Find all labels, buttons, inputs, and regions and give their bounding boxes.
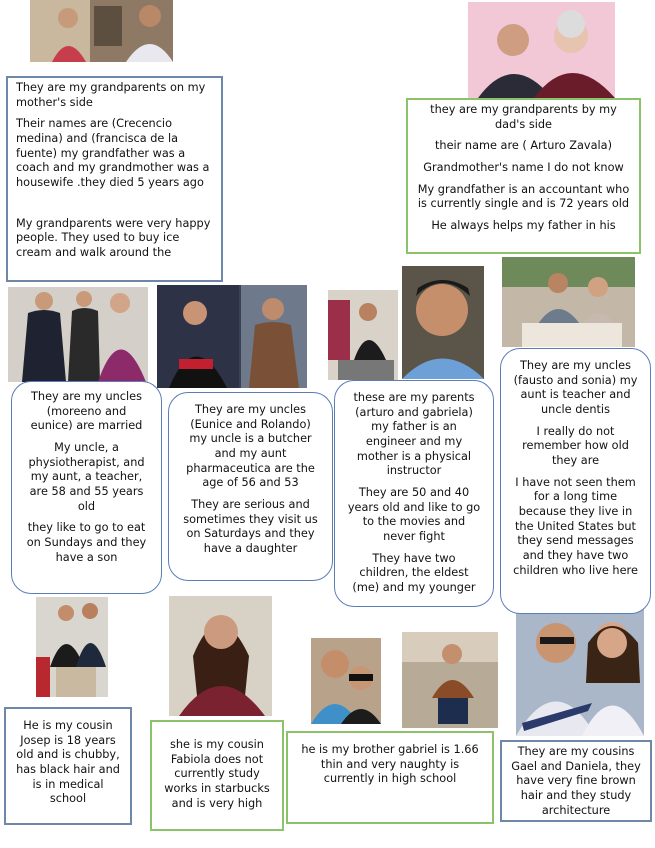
uncles-moreeno-jobs: My uncle, a physiotherapist, and my aunt, a teacher, are 58 and 55 years old [28, 441, 145, 513]
photo-brother-1 [311, 638, 381, 724]
cousin-josep-box [4, 707, 132, 825]
cousins-gael-text: They are my cousins Gael and Daniela, they have very fine brown hair and they study architecture [511, 745, 641, 817]
uncles-fausto-box [500, 348, 651, 614]
brother-text: he is my brother gabriel is 1.66 thin and very naughty is currently in high school [301, 743, 479, 786]
photo-maternal-grandparents [30, 0, 173, 62]
paternal-intro: they are my grandparents by my dad's side [430, 103, 617, 131]
maternal-intro: They are my grandparents on my mother's side [16, 81, 206, 109]
cousin-fabiola-text: she is my cousin Fabiola does not currently study works in starbucks and is very high [164, 738, 270, 810]
photo-parents-mother [328, 290, 398, 380]
cousin-josep-text: He is my cousin Josep is 18 years old and is chubby, has black hair and is in medical school [16, 719, 120, 806]
parents-box [334, 380, 494, 607]
uncles-eunice-box [168, 392, 333, 581]
parents-intro: these are my parents (arturo and gabriela) my father is an engineer and my mother is a physical instructor [353, 391, 475, 478]
maternal-grandparents-box [6, 76, 223, 282]
uncles-moreeno-box [11, 381, 162, 594]
cousin-fabiola-box [150, 720, 284, 831]
photo-cousin-fabiola [169, 596, 272, 716]
photo-paternal-grandparents [468, 2, 615, 98]
uncles-moreeno-habits: they like to go to eat on Sundays and they have a son [26, 521, 147, 564]
uncles-eunice-visits: They are serious and sometimes they visit us on Saturdays and they have a daughter [183, 498, 318, 556]
photo-brother-2 [402, 632, 498, 728]
paternal-grandfather: My grandfather is an accountant who is currently single and is 72 years old [417, 182, 630, 211]
photo-uncles-moreeno [8, 287, 148, 382]
parents-ages: They are 50 and 40 years old and like to go to the movies and never fight [347, 486, 481, 544]
photo-parents-father [402, 266, 484, 379]
uncles-fausto-age: I really do not remember how old they are [522, 424, 629, 468]
paternal-grandmother: Grandmother's name I do not know [423, 161, 624, 175]
brother-box [286, 731, 494, 824]
paternal-grandparents-box [406, 98, 641, 254]
photo-cousins-gael [516, 603, 644, 736]
photo-uncles-eunice [157, 285, 307, 388]
uncles-fausto-distance: I have not seen them for a long time because they live in the United States but they send messages and they have two children who live here [513, 475, 638, 577]
photo-cousin-josep [36, 597, 108, 697]
paternal-names: their name are ( Arturo Zavala) [435, 139, 612, 153]
maternal-memories: My grandparents were very happy people. They used to buy ice cream and walk around the [16, 216, 211, 260]
uncles-eunice-intro: They are my uncles (Eunice and Rolando) my uncle is a butcher and my aunt pharmaceutica are the age of 56 and 53 [186, 403, 315, 490]
uncles-moreeno-intro: They are my uncles (moreeno and eunice) are married [30, 390, 143, 433]
paternal-helps: He always helps my father in his [431, 219, 616, 233]
uncles-fausto-intro: They are my uncles (fausto and sonia) my aunt is teacher and uncle dentis [513, 359, 638, 417]
photo-uncles-fausto [502, 257, 635, 347]
parents-children: They have two children, the eldest (me) and my younger [352, 551, 476, 595]
maternal-names: Their names are (Crecencio medina) and (francisca de la fuente) my grandfather was a coach and my grandmother was a housewife .they died 5 years ago [16, 117, 210, 190]
cousins-gael-box [500, 740, 652, 822]
